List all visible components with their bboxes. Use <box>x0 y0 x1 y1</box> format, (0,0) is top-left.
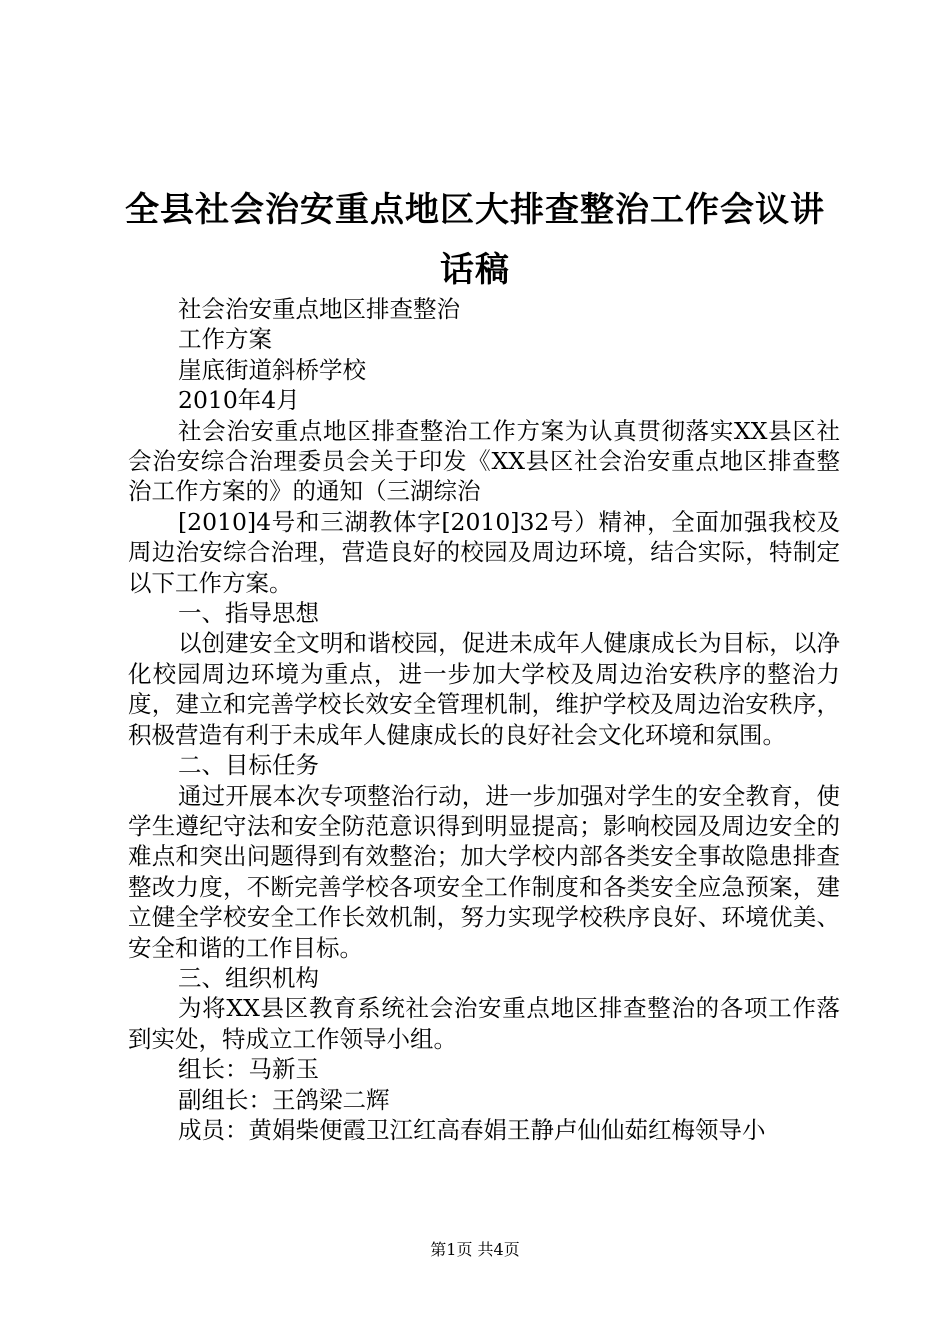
body-paragraph: [2010]4号和三湖教体字[2010]32号）精神，全面加强我校及周边治安综合治理，营造良好的校园及周边环境，结合实际，特制定以下工作方案。 <box>128 507 840 597</box>
document-title: 全县社会治安重点地区大排查整治工作会议讲话稿 <box>125 190 825 290</box>
school-name: 崖底街道斜桥学校 <box>178 355 366 384</box>
members-line: 成员：黄娟柴便霞卫江红高春娟王静卢仙仙茹红梅领导小 <box>178 1115 766 1144</box>
leader-line: 组长：马新玉 <box>178 1055 319 1084</box>
body-paragraph: 以创建安全文明和谐校园，促进未成年人健康成长为目标，以净化校园周边环境为重点，进一步加大学校及周边治安秩序的整治力度，建立和完善学校长效安全管理机制，维护学校及周边治安秩序，积极营造有利于未成年人健康成长的良好社会文化环境和氛围。 <box>128 629 840 749</box>
body-paragraph: 社会治安重点地区排查整治工作方案为认真贯彻落实XX县区社会治安综合治理委员会关于印发《XX县区社会治安重点地区排查整治工作方案的》的通知（三湖综治 <box>128 416 840 506</box>
heading-line: 工作方案 <box>178 325 272 354</box>
document-date: 2010年4月 <box>178 386 300 415</box>
deputy-leader-line: 副组长：王鸽梁二辉 <box>178 1085 390 1114</box>
body-paragraph: 为将XX县区教育系统社会治安重点地区排查整治的各项工作落到实处，特成立工作领导小组。 <box>128 994 840 1053</box>
section-heading: 二、目标任务 <box>178 751 319 780</box>
section-heading: 一、指导思想 <box>178 599 319 628</box>
body-paragraph: 通过开展本次专项整治行动，进一步加强对学生的安全教育，使学生遵纪守法和安全防范意识得到明显提高；影响校园及周边安全的难点和突出问题得到有效整治；加大学校内部各类安全事故隐患排查整改力度，不断完善学校各项安全工作制度和各类安全应急预案，建立健全学校安全工作长效机制，努力实现学校秩序良好、环境优美、安全和谐的工作目标。 <box>128 781 840 962</box>
heading-line: 社会治安重点地区排查整治 <box>178 295 460 323</box>
document-body <box>128 294 840 1145</box>
page-footer: 第1页 共4页 <box>430 1240 520 1259</box>
section-heading: 三、组织机构 <box>178 963 319 992</box>
